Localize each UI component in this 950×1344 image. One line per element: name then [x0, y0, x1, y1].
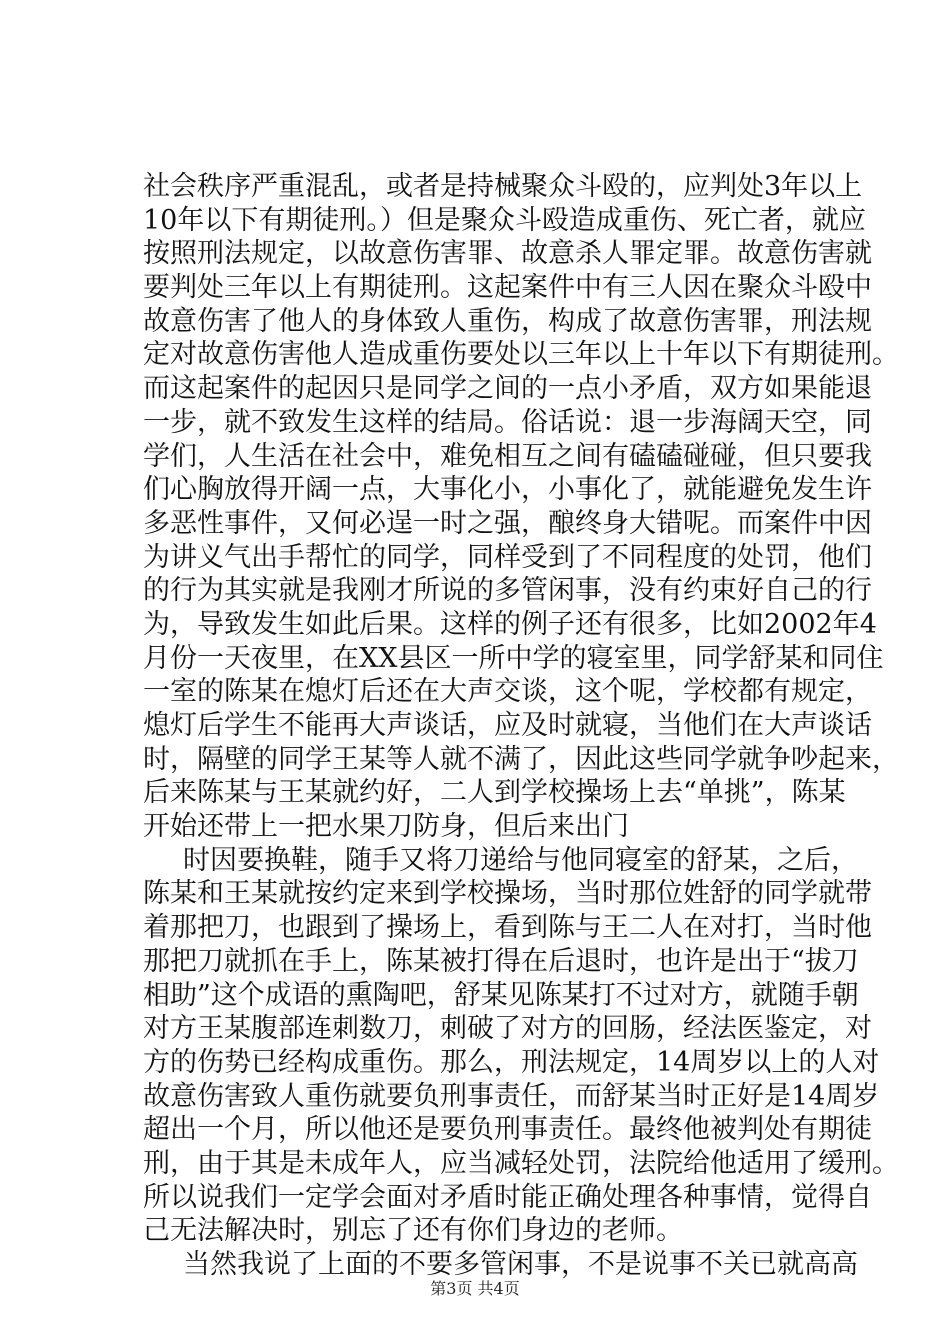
text-line: 后来陈某与王某就约好，二人到学校操场上去“单挑”，陈某 [143, 777, 846, 809]
text-line: 对方王某腹部连刺数刀，刺破了对方的回肠，经法医鉴定，对 [143, 1013, 872, 1045]
text-line: 多恶性事件，又何必逞一时之强，酿终身大错呢。而案件中因 [143, 507, 872, 539]
text-line: 当然我说了上面的不要多管闲事，不是说事不关已就高高 [183, 1249, 858, 1280]
text-line: 学们，人生活在社会中，难免相互之间有磕磕碰碰，但只要我 [143, 440, 872, 472]
text-line: 时因要换鞋，随手又将刀递给与他同寝室的舒某，之后， [183, 844, 858, 876]
text-line: 着那把刀，也跟到了操场上，看到陈与王二人在对打，当时他 [143, 912, 872, 944]
text-line: 时，隔壁的同学王某等人就不满了，因此这些同学就争吵起来， [143, 743, 899, 775]
text-line: 们心胸放得开阔一点，大事化小，小事化了，就能避免发生许 [143, 474, 872, 506]
text-line: 开始还带上一把水果刀防身，但后来出门 [143, 811, 629, 843]
text-line: 超出一个月，所以他还是要负刑事责任。最终他被判处有期徒 [143, 1114, 872, 1146]
text-line: 所以说我们一定学会面对矛盾时能正确处理各种事情，觉得自 [143, 1181, 872, 1213]
text-line: 方的伤势已经构成重伤。那么，刑法规定，14周岁以上的人对 [143, 1046, 880, 1078]
body-text [143, 170, 899, 1282]
text-line: 按照刑法规定，以故意伤害罪、故意杀人罪定罪。故意伤害就 [143, 238, 872, 270]
text-line: 月份一天夜里，在XX县区一所中学的寝室里，同学舒某和同住 [143, 642, 884, 674]
text-line: 故意伤害致人重伤就要负刑事责任，而舒某当时正好是14周岁 [143, 1080, 880, 1112]
text-line: 熄灯后学生不能再大声谈话，应及时就寝，当他们在大声谈话 [143, 710, 872, 741]
text-line: 一步，就不致发生这样的结局。俗话说：退一步海阔天空，同 [143, 406, 872, 438]
text-line: 要判处三年以上有期徒刑。这起案件中有三人因在聚众斗殴中 [143, 272, 872, 304]
text-line: 的行为其实就是我刚才所说的多管闲事，没有约束好自己的行 [143, 575, 872, 607]
text-line: 定对故意伤害他人造成重伤要处以三年以上十年以下有期徒刑。 [143, 339, 899, 371]
text-line: 一室的陈某在熄灯后还在大声交谈，这个呢，学校都有规定， [143, 676, 872, 708]
text-line: 那把刀就抓在手上，陈某被打得在后退时，也许是出于“拔刀 [143, 945, 859, 977]
text-line: 己无法解决时，别忘了还有你们身边的老师。 [143, 1215, 683, 1247]
text-line: 为讲义气出手帮忙的同学，同样受到了不同程度的处罚，他们 [143, 541, 872, 573]
text-line: 10年以下有期徒刑。）但是聚众斗殴造成重伤、死亡者，就应 [143, 204, 866, 236]
text-line: 陈某和王某就按约定来到学校操场，当时那位姓舒的同学就带 [143, 878, 872, 910]
text-line: 刑，由于其是未成年人，应当减轻处罚，法院给他适用了缓刑。 [143, 1147, 899, 1179]
text-line: 故意伤害了他人的身体致人重伤，构成了故意伤害罪，刑法规 [143, 305, 872, 337]
page-number-footer: 第3页 共4页 [430, 1279, 520, 1298]
text-line: 社会秩序严重混乱，或者是持械聚众斗殴的，应判处3年以上 [143, 171, 863, 202]
text-line: 而这起案件的起因只是同学之间的一点小矛盾，双方如果能退 [143, 373, 872, 405]
text-line: 为，导致发生如此后果。这样的例子还有很多，比如2002年4 [143, 608, 877, 640]
text-line: 相助”这个成语的熏陶吧，舒某见陈某打不过对方，就随手朝 [143, 979, 859, 1011]
